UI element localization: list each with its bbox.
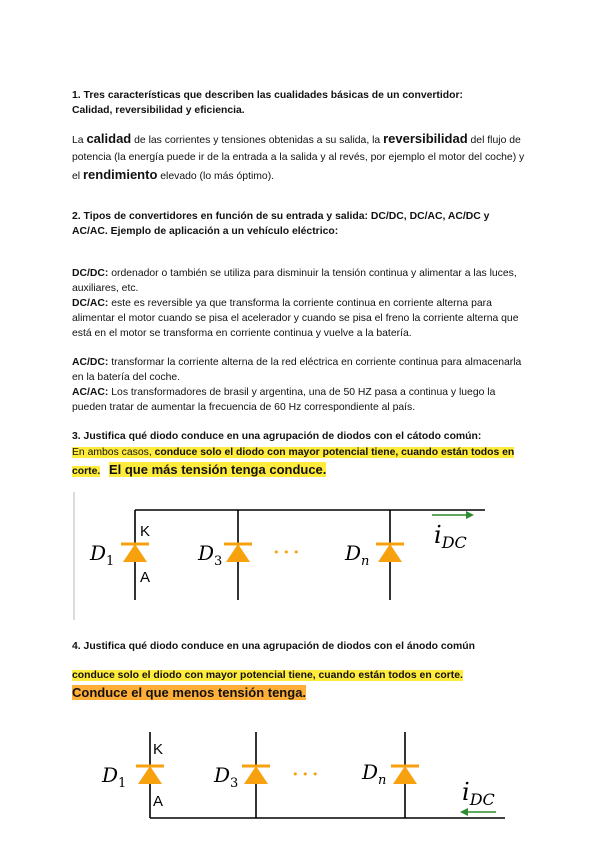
circuit2-dots: • • • [292,768,319,781]
q1-title-line2: Calidad, reversibilidad y eficiencia. [72,105,245,116]
q1-paragraph [72,130,532,185]
q2-acdc-text: transformar la corriente alterna de la red eléctrica en corriente continua para almacenarla en la batería del coche. [72,357,522,383]
circuit1-d3-label: $D_3$ [198,541,223,569]
circuit2-diode-d3 [242,766,270,784]
circuit2-idc-label: $i_{DC}$ [462,778,495,809]
circuit1-dn-label: $D_n$ [345,541,370,569]
q3-answer-prefix: En ambos casos, [72,447,155,458]
q2-title-line1: 2. Tipos de convertidores en función de su entrada y salida: DC/DC, DC/AC, AC/DC y [72,211,490,222]
circuit2-d1-label: $D_1$ [102,763,127,791]
circuit1-diode-d3 [224,544,252,562]
q4-answer [72,667,532,703]
q4-answer-bold: conduce solo el diodo con mayor potencial tiene, cuando están todos en corte. [72,670,463,681]
q2-dcac [72,296,532,341]
circuit1-diode-dn [376,544,404,562]
q2-dcac-label: DC/AC: [72,298,109,309]
q3-answer [72,444,532,480]
q1-term-rendimiento: rendimiento [82,167,158,182]
circuit1-a-label: A [140,569,151,586]
q1-text-mid1: de las corrientes y tensiones obtenidas a su salida, la [131,135,384,146]
circuit2-diode-d1 [136,766,164,784]
q2-acdc [72,355,532,385]
q2-title-line2: AC/AC. Ejemplo de aplicación a un vehículo eléctrico: [72,226,339,237]
q2-dcdc-label: DC/DC: [72,268,109,279]
circuit2-diode-dn [391,766,419,784]
q2-dcdc [72,266,532,296]
q2-acac-label: AC/AC: [72,387,109,398]
q1-text-la: La [72,135,87,146]
circuit2-dn-label: $D_n$ [362,760,387,788]
q2-dcdc-text: ordenador o también se utiliza para disminuir la tensión continua y alimentar a las luces, auxiliares, etc. [72,268,517,294]
q2-acdc-label: AC/DC: [72,357,109,368]
q3-answer-big: El que más tensión tenga conduce. [108,462,327,477]
q4-answer-big: Conduce el que menos tensión tenga. [72,685,307,700]
q2-acac [72,385,532,415]
q1-term-reversibilidad: reversibilidad [383,131,468,146]
circuit2-d3-label: $D_3$ [214,763,239,791]
q1-text-mid2: del flujo de potencia (la energía puede ir de la entrada a la salida y al revés, por ejemplo el motor del coche) y el [72,135,525,182]
q1-title-line1: 1. Tres características que describen las cualidades básicas de un convertidor: [72,90,463,101]
circuit1-d1-label: $D_1$ [90,541,115,569]
q1-text-end: elevado (lo más óptimo). [157,171,275,182]
circuit1-idc-label: $i_{DC}$ [434,521,467,552]
circuit1-diode-d1 [121,544,149,562]
q4-title: 4. Justifica qué diodo conduce en una agrupación de diodos con el ánodo común [72,641,475,652]
circuit1-k-label: K [140,523,151,540]
circuit1-dots: • • • [273,546,300,559]
q2-acac-text: Los transformadores de brasil y argentina, una de 50 HZ pasa a continua y luego la pueden tratar de aumentar la frecuencia de 60 Hz correspondiente al país. [72,387,496,413]
circuit2-k-label: K [153,741,164,758]
q3-answer-bold: conduce solo el diodo con mayor potencial tiene, cuando están todos en corte. [72,447,515,477]
q3-title: 3. Justifica qué diodo conduce en una agrupación de diodos con el cátodo común: [72,431,482,442]
circuit2-current-arrow [460,808,496,816]
q2-dcac-text: este es reversible ya que transforma la corriente continua en corriente alterna para alimentar el motor cuando se pisa el acelerador y cuando se pisa el freno la corriente alterna que está en el motor se transforma en corriente continua y vuelve a la batería. [72,298,519,339]
circuit2-a-label: A [153,793,164,810]
q1-term-calidad: calidad [86,131,132,146]
q2-title [72,209,532,239]
q1-title [72,88,532,118]
circuit1-current-arrow [432,511,474,519]
